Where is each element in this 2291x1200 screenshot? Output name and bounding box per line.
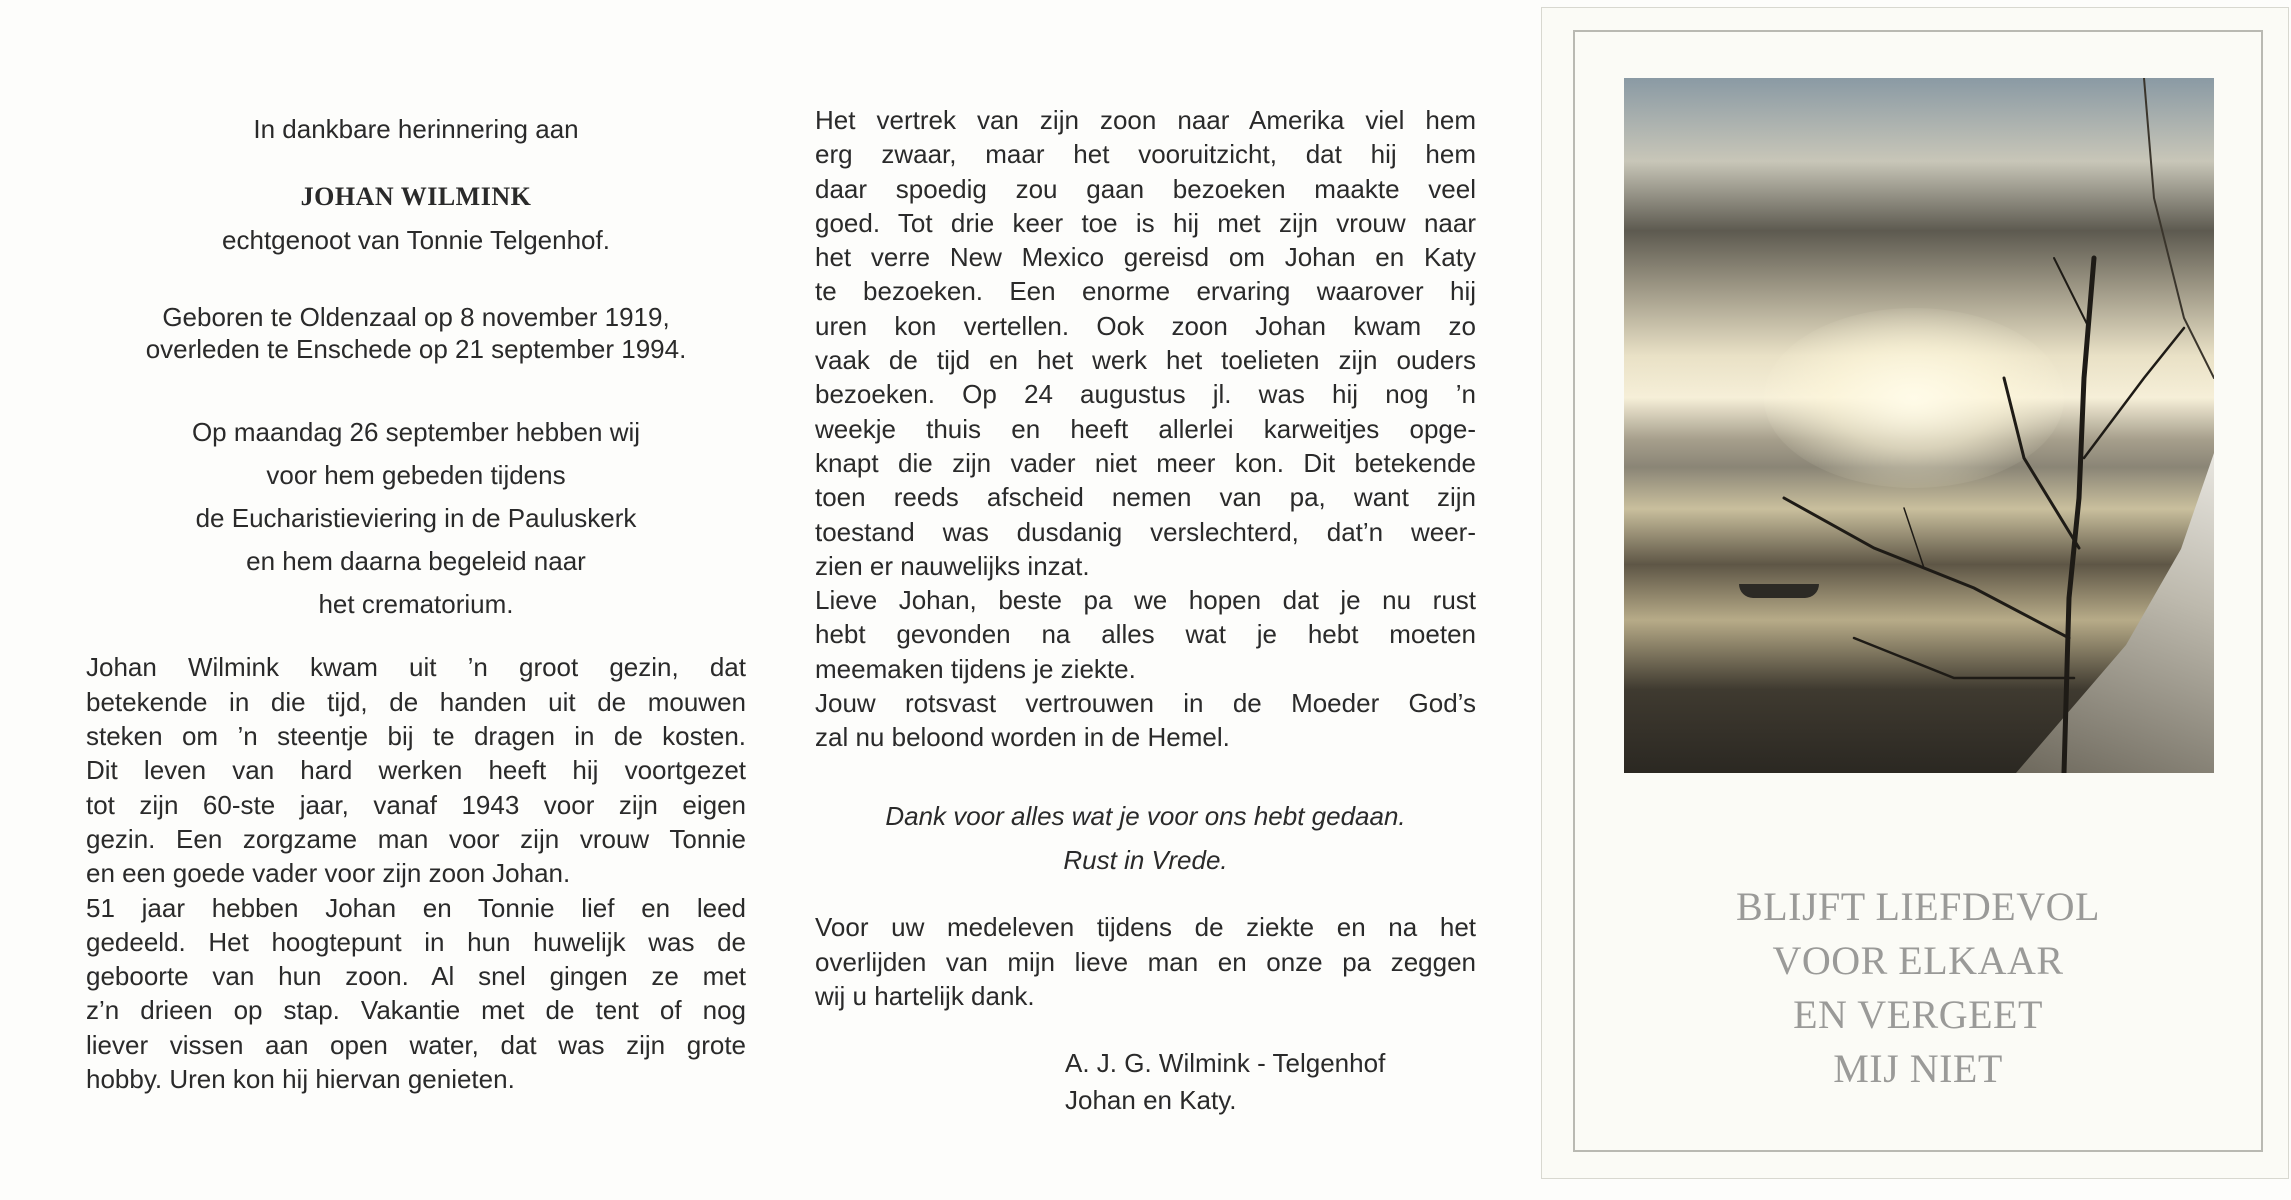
text-line: daar spoedig zou gaan bezoeken maakte veel [815,173,1476,204]
text-line: zal nu beloond worden in de Hemel. [815,722,1230,753]
verse-text [1575,880,2261,1096]
story-paragraph [815,103,1476,755]
service-line: Op maandag 26 september hebben wij [191,417,641,448]
text-line: het verre New Mexico gereisd om Johan en Katy [815,242,1476,273]
text-line: en een goede vader voor zijn zoon Johan. [86,858,571,889]
verse-line: VOOR ELKAAR [1772,938,2064,983]
text-line: te bezoeken. Een enorme ervaring waarover hij [815,276,1476,307]
text-line: meemaken tijdens je ziekte. [815,653,1136,684]
text-line: liever vissen aan open water, dat was zijn grote [86,1029,746,1060]
service-line: het crematorium. [318,588,514,619]
biography-paragraph [86,650,746,1096]
service-line: voor hem gebeden tijdens [266,460,566,491]
service-line: en hem daarna begeleid naar [246,545,586,576]
verse-line: EN VERGEET [1793,992,2043,1037]
text-line: Lieve Johan, beste pa we hopen dat je nu rust [815,585,1476,616]
text-line: uren kon vertellen. Ook zoon Johan kwam zo [815,310,1476,341]
signature-line: A. J. G. Wilmink - Telgenhof [1065,1048,1386,1079]
gratitude-paragraph [815,910,1476,1013]
spouse-line: echtgenoot van Tonnie Telgenhof. [222,224,610,255]
text-line: goed. Tot drie keer toe is hij met zijn vrouw naar [815,207,1476,238]
text-line: hebt gevonden na alles wat je hebt moeten [815,619,1476,650]
text-line: weekje thuis en heeft allerlei karweitjes opge- [815,413,1476,444]
service-line: de Eucharistieviering in de Pauluskerk [195,503,637,534]
intro-line: In dankbare herinnering aan [253,114,579,144]
left-column [86,112,746,1096]
gratitude-line: overlijden van mijn lieve man en onze pa zeggen [815,946,1476,977]
thanks-line: Dank voor alles wat je voor ons hebt gedaan. [885,800,1406,831]
memorial-card [1541,7,2289,1179]
text-line: bezoeken. Op 24 augustus jl. was hij nog ’n [815,379,1476,410]
middle-column [815,103,1476,1118]
text-line: gedeeld. Het hoogtepunt in hun huwelijk was de [86,926,746,957]
text-line: Johan Wilmink kwam uit ’n groot gezin, dat [86,652,746,683]
text-line: zien er nauwelijks inzat. [815,550,1090,581]
birth-line: Geboren te Oldenzaal op 8 november 1919, [162,301,670,332]
text-line: erg zwaar, maar het vooruitzicht, dat hij hem [815,139,1476,170]
text-line: tot zijn 60-ste jaar, vanaf 1943 voor zijn eigen [86,789,746,820]
text-line: gezin. Een zorgzame man voor zijn vrouw Tonnie [86,823,746,854]
death-line: overleden te Enschede op 21 september 1994. [145,334,687,365]
text-line: geboorte van hun zoon. Al snel gingen ze met [86,961,746,992]
text-line: betekende in die tijd, de handen uit de mouwen [86,686,746,717]
text-line: Het vertrek van zijn zoon naar Amerika viel hem [815,105,1476,135]
text-line: z’n drieen op stap. Vakantie met de tent of nog [86,995,746,1026]
deceased-name: JOHAN WILMINK [300,182,532,212]
text-line: 51 jaar hebben Johan en Tonnie lief en leed [86,892,746,923]
gratitude-line: wij u hartelijk dank. [815,980,1035,1011]
text-line: Jouw rotsvast vertrouwen in de Moeder God’s [815,688,1476,719]
text-line: vaak de tijd en het werk het toelieten zijn ouders [815,345,1476,376]
lake-sunset-photo [1624,78,2214,773]
verse-line: BLIJFT LIEFDEVOL [1736,884,2100,929]
signature-line: Johan en Katy. [1065,1085,1237,1116]
card-inner-border [1573,30,2263,1152]
text-line: Dit leven van hard werken heeft hij voortgezet [86,755,746,786]
gratitude-line: Voor uw medeleven tijdens de ziekte en na het [815,912,1476,943]
rest-in-peace-line: Rust in Vrede. [1063,844,1228,875]
service-paragraph [86,411,746,625]
text-line: hobby. Uren kon hij hiervan genieten. [86,1064,515,1095]
text-line: toestand was dusdanig verslechterd, dat’n weer- [815,516,1476,547]
verse-line: MIJ NIET [1833,1046,2003,1091]
text-line: steken om ’n steentje bij te dragen in de kosten. [86,721,746,752]
text-line: toen reeds afscheid nemen van pa, want zijn [815,482,1476,513]
text-line: knapt die zijn vader niet meer kon. Dit betekende [815,447,1476,478]
